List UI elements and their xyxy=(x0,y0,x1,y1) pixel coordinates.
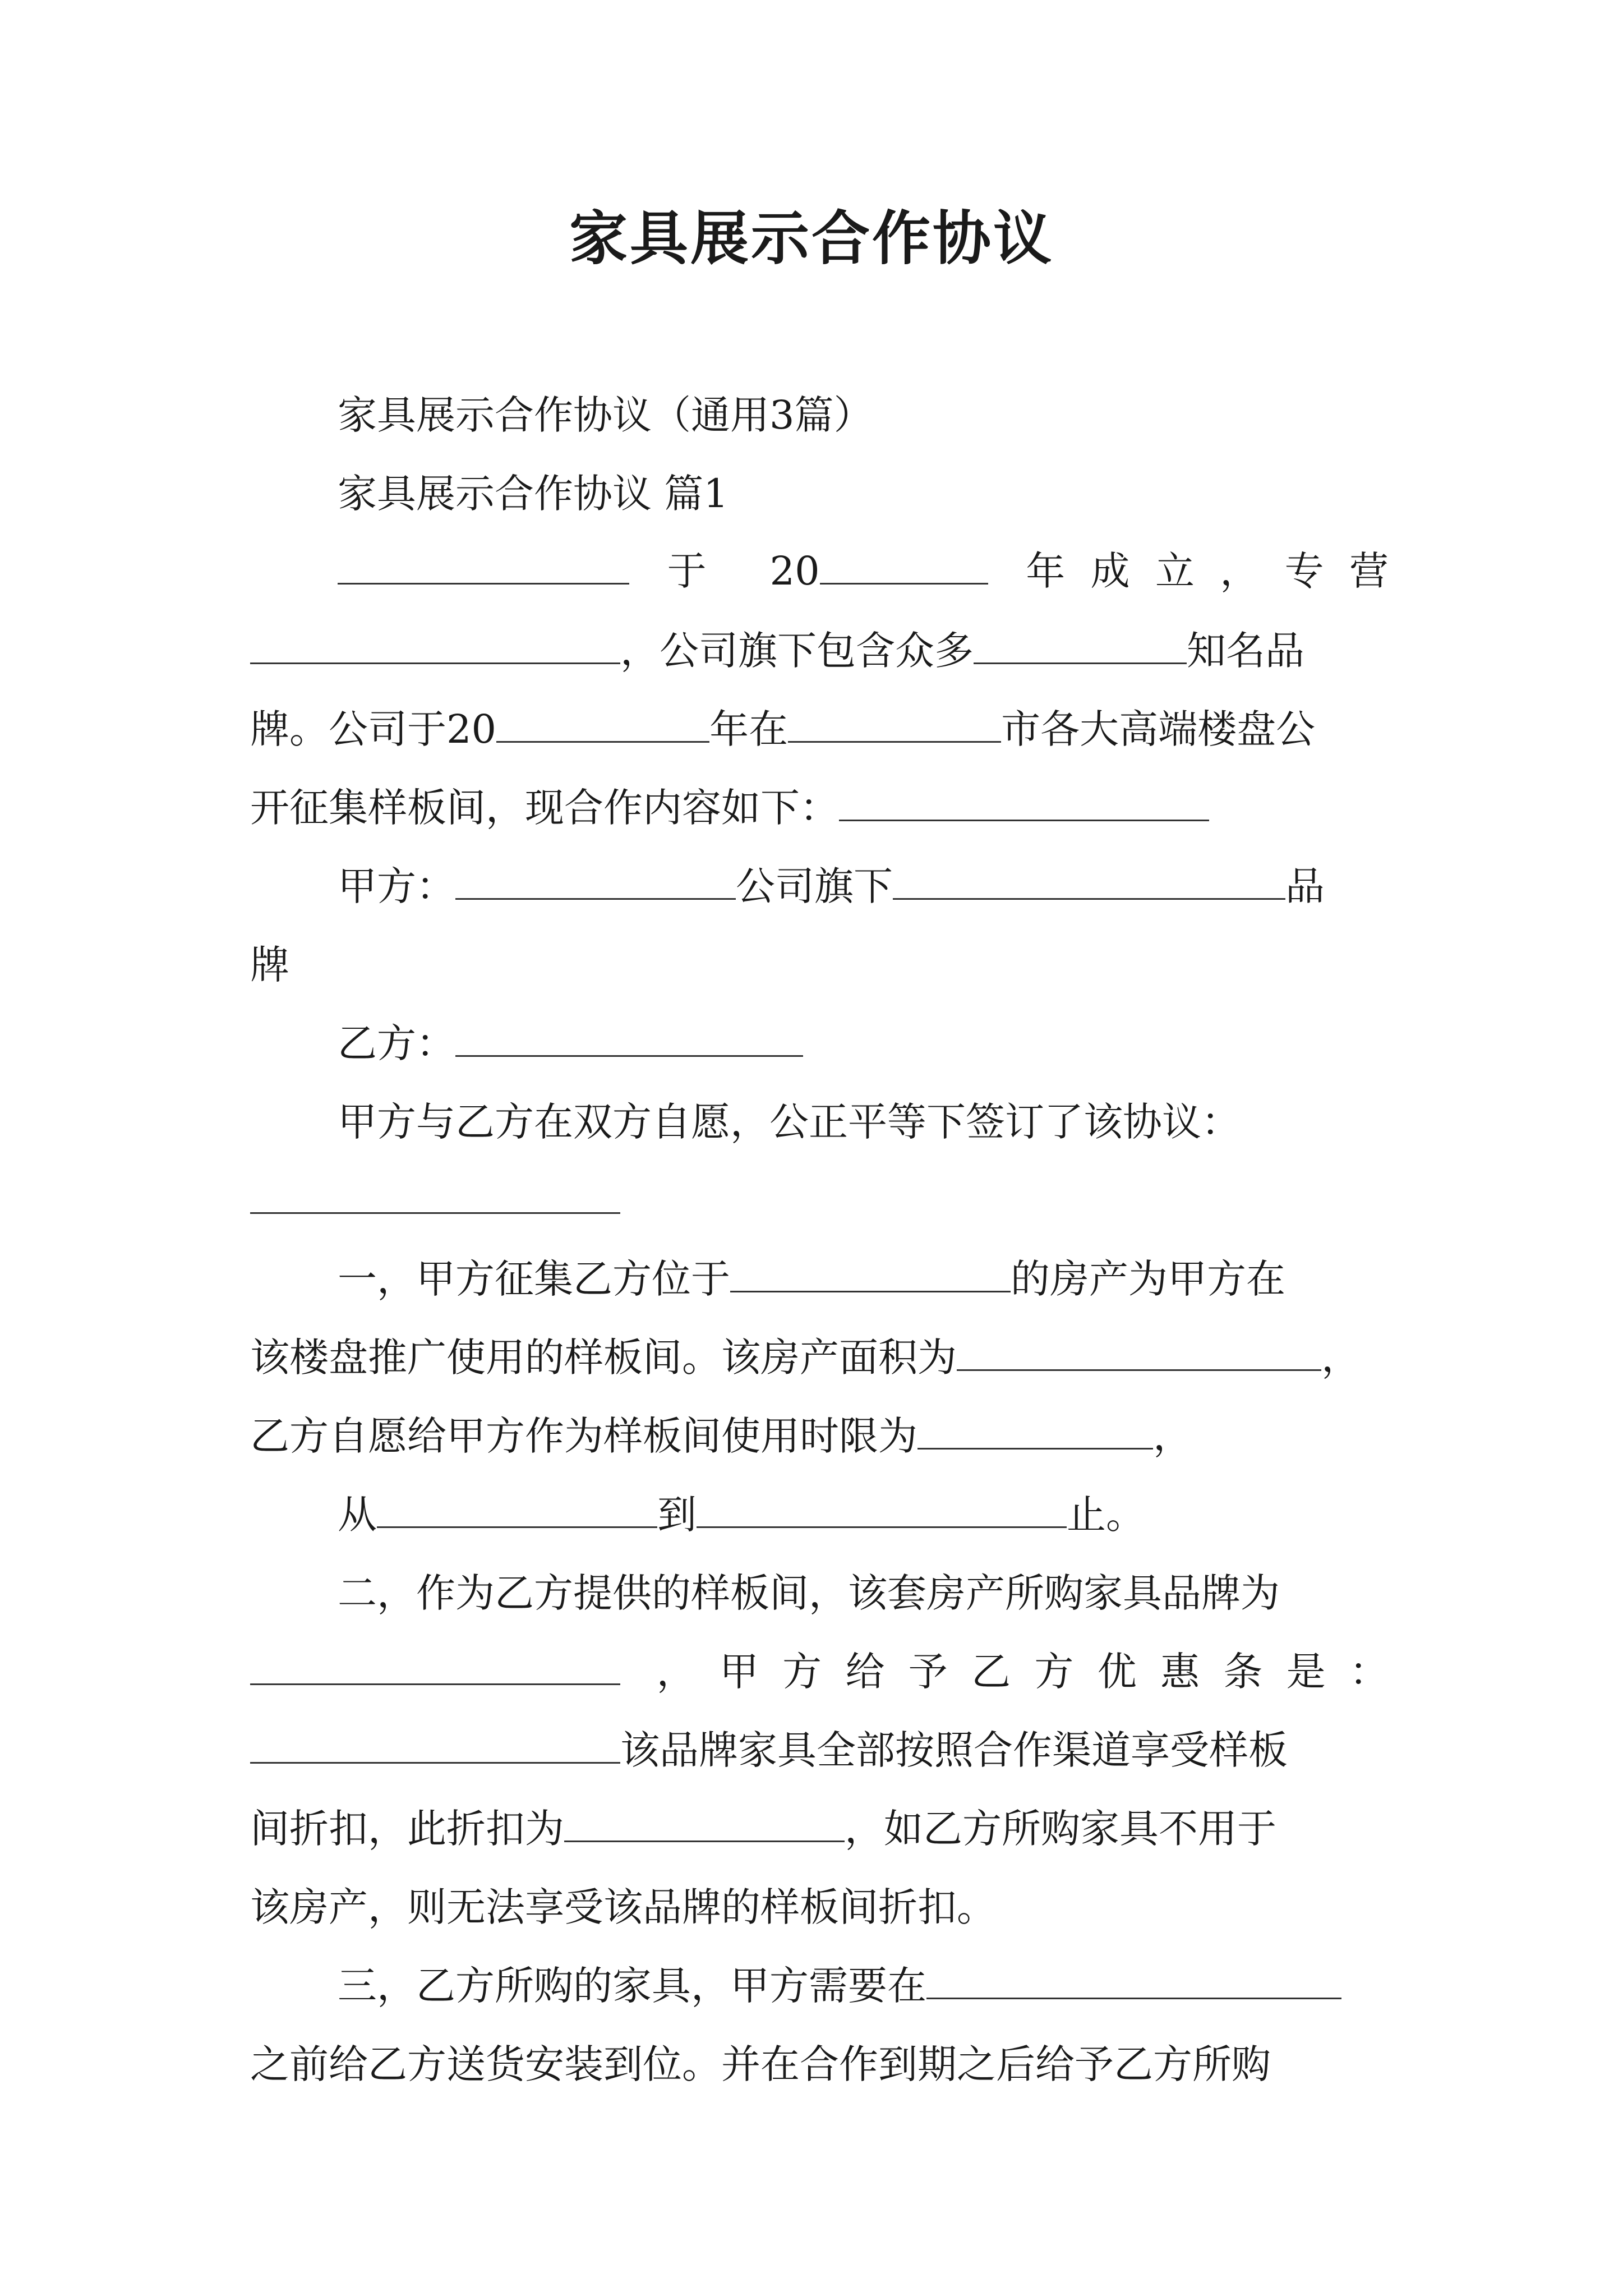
clause-3-line-2: 之前给乙方送货安装到位。并在合作到期之后给予乙方所购 xyxy=(250,2041,1271,2087)
clause-2-line-5: 该房产，则无法享受该品牌的样板间折扣。 xyxy=(250,1884,996,1930)
blank-line xyxy=(697,1492,1067,1528)
agreement-intro-blank xyxy=(250,1172,1389,1228)
document-title: 家具展示合作协议 xyxy=(569,204,1054,273)
blank-line xyxy=(564,1806,845,1842)
blank-line xyxy=(250,1727,620,1764)
text-span: 一，甲方征集乙方位于 xyxy=(338,1256,730,1302)
paragraph-1-line-1 xyxy=(338,543,1389,599)
text-span: 牌。公司于20 xyxy=(250,706,497,752)
text-span: 品 xyxy=(1285,863,1325,909)
clause-3-line-1 xyxy=(338,1958,1389,2014)
blank-line xyxy=(788,706,1001,743)
text-span: 年在 xyxy=(709,706,789,752)
text-span: 该楼盘推广使用的样板间。该房产面积为 xyxy=(250,1335,957,1381)
text-span: ， xyxy=(1153,1413,1192,1459)
blank-line xyxy=(974,628,1187,664)
party-b-label: 乙方： xyxy=(338,1020,455,1066)
section-heading: 家具展示合作协议 篇1 xyxy=(338,471,728,517)
clause-2-line-2 xyxy=(250,1644,1389,1700)
blank-line xyxy=(455,1020,803,1057)
text-span: 公司旗下 xyxy=(736,863,893,909)
text-span: 从 xyxy=(338,1492,377,1538)
blank-line xyxy=(730,1256,1011,1292)
blank-line xyxy=(455,863,736,900)
text-span: ，甲方给予乙方优惠条是： xyxy=(656,1649,1389,1695)
document-subtitle: 家具展示合作协议（通用3篇） xyxy=(338,392,873,438)
blank-line xyxy=(820,548,988,585)
blank-line xyxy=(917,1413,1153,1450)
text-span: 开征集样板间，现合作内容如下： xyxy=(250,785,839,831)
text-span: 市各大高端楼盘公 xyxy=(1001,706,1316,752)
blank-line xyxy=(377,1492,657,1528)
clause-2-line-4 xyxy=(250,1801,1389,1857)
clause-1-line-1 xyxy=(338,1251,1389,1307)
blank-line xyxy=(893,863,1285,900)
text-span: ， xyxy=(1321,1335,1361,1381)
party-a-wrap: 牌 xyxy=(250,942,289,988)
text-span: ，如乙方所购家具不用于 xyxy=(845,1806,1276,1852)
party-a-label: 甲方： xyxy=(338,863,455,909)
text-span: 止。 xyxy=(1067,1492,1145,1538)
clause-1-line-2 xyxy=(250,1329,1389,1386)
party-b-line xyxy=(338,1015,1389,1071)
party-a-line xyxy=(338,858,1389,914)
text-span: 的房产为甲方在 xyxy=(1011,1256,1285,1302)
text-span: 三，乙方所购的家具，甲方需要在 xyxy=(338,1963,926,2009)
blank-line xyxy=(839,785,1209,821)
blank-line xyxy=(250,1177,620,1214)
blank-line xyxy=(496,706,709,743)
agreement-intro: 甲方与乙方在双方自愿，公正平等下签订了该协议： xyxy=(338,1099,1241,1145)
blank-line xyxy=(926,1963,1341,1999)
blank-line xyxy=(250,1649,620,1685)
paragraph-1-line-3 xyxy=(250,701,1389,757)
text-span: 间折扣，此折扣为 xyxy=(250,1806,564,1852)
clause-2-line-3 xyxy=(250,1722,1389,1778)
paragraph-1-line-4 xyxy=(250,780,1389,836)
text-span: 乙方自愿给甲方作为样板间使用时限为 xyxy=(250,1413,917,1459)
blank-line xyxy=(250,628,620,664)
clause-1-line-4 xyxy=(338,1487,1389,1543)
text-span: 于 20 xyxy=(667,548,820,594)
blank-line xyxy=(957,1335,1321,1371)
text-span: 知名品 xyxy=(1187,628,1304,674)
clause-1-line-3 xyxy=(250,1408,1389,1464)
paragraph-1-line-2 xyxy=(250,623,1389,679)
clause-2-line-1: 二，作为乙方提供的样板间，该套房产所购家具品牌为 xyxy=(338,1570,1280,1616)
blank-line xyxy=(338,548,629,585)
text-span: ，公司旗下包含众多 xyxy=(620,628,974,674)
text-span: 到 xyxy=(657,1492,697,1538)
text-span: 该品牌家具全部按照合作渠道享受样板 xyxy=(620,1727,1288,1773)
text-span: 年成立，专营 xyxy=(1026,548,1389,594)
